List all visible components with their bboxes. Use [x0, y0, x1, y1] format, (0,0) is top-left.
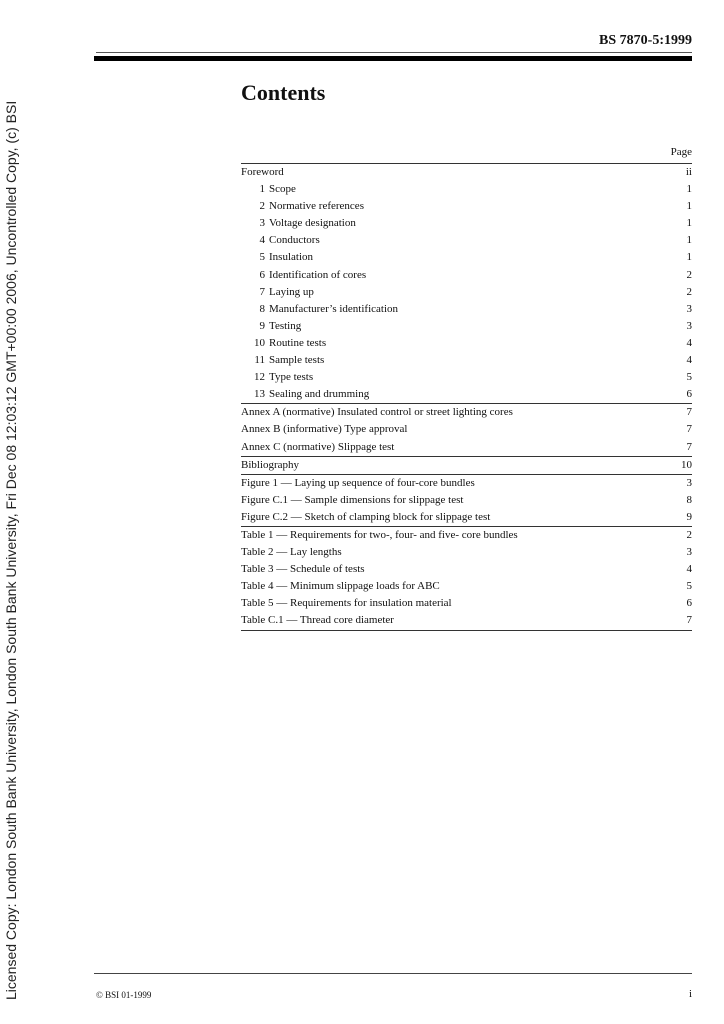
toc-entry[interactable] [241, 301, 692, 318]
toc-entry[interactable] [241, 578, 692, 595]
document-id: BS 7870-5:1999 [599, 33, 692, 48]
toc-entry[interactable] [241, 612, 692, 629]
page-title: Contents [241, 80, 326, 105]
toc-entry[interactable] [241, 198, 692, 215]
toc-entry-title: Type tests [269, 371, 314, 384]
toc-entry-page: 3 [686, 302, 692, 315]
page-column-label: Page [670, 146, 692, 158]
toc-entry-title: Figure C.1 — Sample dimensions for slippage test [241, 493, 464, 506]
toc-entry-page: 7 [686, 406, 692, 419]
toc-entry-number: 12 [254, 371, 265, 384]
toc-entry-page: 4 [686, 336, 692, 349]
toc-entry-number: 11 [254, 354, 265, 367]
toc-entry-page: 7 [686, 614, 692, 627]
toc-entry-title: Table 1 — Requirements for two-, four- and five- core bundles [241, 528, 518, 541]
toc-entry-page: 1 [686, 234, 692, 247]
toc-entry-page: 5 [686, 371, 692, 384]
toc-entry-page: 2 [686, 268, 692, 281]
footer-rule [94, 973, 692, 974]
toc-entry[interactable] [241, 369, 692, 386]
toc-entry-page: 4 [686, 354, 692, 367]
toc-entry-title: Figure 1 — Laying up sequence of four-core bundles [241, 476, 475, 489]
toc-entry-title: Routine tests [269, 336, 327, 349]
toc-entry-page: 1 [686, 217, 692, 230]
toc-entry-title: Manufacturer’s identification [269, 302, 398, 315]
toc-entry[interactable] [241, 421, 692, 438]
side-license-note: Licensed Copy: London South Bank University, London South Bank University, Fri Dec 08 12:03:12 GMT+00:00 2006, Uncontrolled Copy, (c) BSI [3, 100, 19, 1000]
toc-entry-page: 5 [686, 580, 692, 593]
toc-entry-title: Sealing and drumming [269, 388, 370, 401]
toc-entry-page: 1 [686, 251, 692, 264]
toc-entry-title: Annex A (normative) Insulated control or street lighting cores [241, 406, 513, 419]
toc-entry-number: 4 [259, 234, 265, 247]
toc-entry-number: 2 [259, 200, 265, 213]
toc-entry-number: 5 [259, 251, 265, 264]
toc-entry-title: Identification of cores [269, 268, 367, 281]
toc-entry-title: Table 2 — Lay lengths [241, 546, 342, 559]
toc-entry[interactable] [241, 509, 692, 526]
toc-entry-title: Foreword [241, 166, 284, 178]
toc-entry-page: 1 [686, 183, 692, 196]
toc-entry[interactable] [241, 318, 692, 335]
toc-entry-title: Table 4 — Minimum slippage loads for ABC [241, 580, 440, 593]
toc-entry[interactable] [241, 352, 692, 369]
toc-entry[interactable] [241, 526, 692, 544]
toc-entry-number: 7 [259, 285, 265, 298]
toc-entry[interactable] [241, 181, 692, 198]
toc-entry-page: 4 [686, 563, 692, 576]
toc-entry[interactable] [241, 335, 692, 352]
toc-entry-number: 10 [254, 336, 265, 349]
toc-entry-title: Normative references [269, 200, 364, 213]
toc-entry-title: Voltage designation [269, 217, 356, 230]
toc-entry-title: Testing [269, 319, 302, 332]
toc-bottom-rule [241, 630, 692, 631]
toc-entry-title: Conductors [269, 234, 320, 247]
toc-entry[interactable] [241, 215, 692, 232]
toc-entry-title: Insulation [269, 251, 313, 264]
toc-entry[interactable] [241, 492, 692, 509]
toc-entry-number: 13 [254, 388, 265, 401]
toc-entry-page: 9 [686, 510, 692, 523]
toc-entry-title: Scope [269, 183, 296, 196]
toc-entry[interactable] [241, 232, 692, 249]
toc-entry[interactable] [241, 561, 692, 578]
header-thin-rule [96, 52, 692, 53]
toc-entry-page: 3 [686, 319, 692, 332]
toc-entry[interactable] [241, 249, 692, 266]
toc-entry-title: Annex C (normative) Slippage test [241, 440, 395, 453]
header-thick-rule [94, 56, 692, 61]
toc-entry[interactable] [241, 595, 692, 612]
toc-entry-page: 8 [686, 493, 692, 506]
toc-entry-page: 1 [686, 200, 692, 213]
toc-entry-title: Bibliography [241, 458, 300, 471]
toc-entry[interactable] [241, 267, 692, 284]
toc-entry-number: 6 [259, 268, 265, 281]
toc-entry-page: 2 [686, 528, 692, 541]
toc-entry[interactable] [241, 164, 692, 181]
toc-entry-page: 7 [686, 440, 692, 453]
toc-entry-page: 6 [686, 388, 692, 401]
toc-entry-title: Laying up [269, 285, 314, 298]
toc-entry[interactable] [241, 456, 692, 474]
toc-entry[interactable] [241, 544, 692, 561]
toc-entry-page: 2 [686, 285, 692, 298]
toc-entry-page: 10 [681, 458, 692, 471]
toc-entry-title: Figure C.2 — Sketch of clamping block for slippage test [241, 510, 491, 523]
toc-entry[interactable] [241, 284, 692, 301]
toc-entry-page: 6 [686, 597, 692, 610]
toc-entry-number: 8 [259, 302, 265, 315]
toc-entry-title: Annex B (informative) Type approval [241, 423, 408, 436]
toc-entry[interactable] [241, 403, 692, 421]
toc-entry-number: 3 [259, 217, 265, 230]
toc-entry-title: Table C.1 — Thread core diameter [241, 614, 394, 627]
copyright-notice: © BSI 01-1999 [96, 990, 152, 1000]
toc-entry-page: 7 [686, 423, 692, 436]
toc-entry-page: 3 [686, 476, 692, 489]
toc-entry[interactable] [241, 439, 692, 456]
toc-entry-title: Sample tests [269, 354, 325, 367]
toc-entry-number: 1 [259, 183, 265, 196]
table-of-contents [241, 163, 692, 631]
toc-entry-title: Table 5 — Requirements for insulation material [241, 597, 452, 610]
toc-entry-title: Table 3 — Schedule of tests [241, 563, 365, 576]
toc-entry-page: ii [685, 166, 692, 178]
toc-entry-page: 3 [686, 546, 692, 559]
toc-entry[interactable] [241, 474, 692, 492]
toc-entry[interactable] [241, 386, 692, 403]
toc-entry-number: 9 [259, 319, 265, 332]
page-number: i [688, 988, 692, 1000]
